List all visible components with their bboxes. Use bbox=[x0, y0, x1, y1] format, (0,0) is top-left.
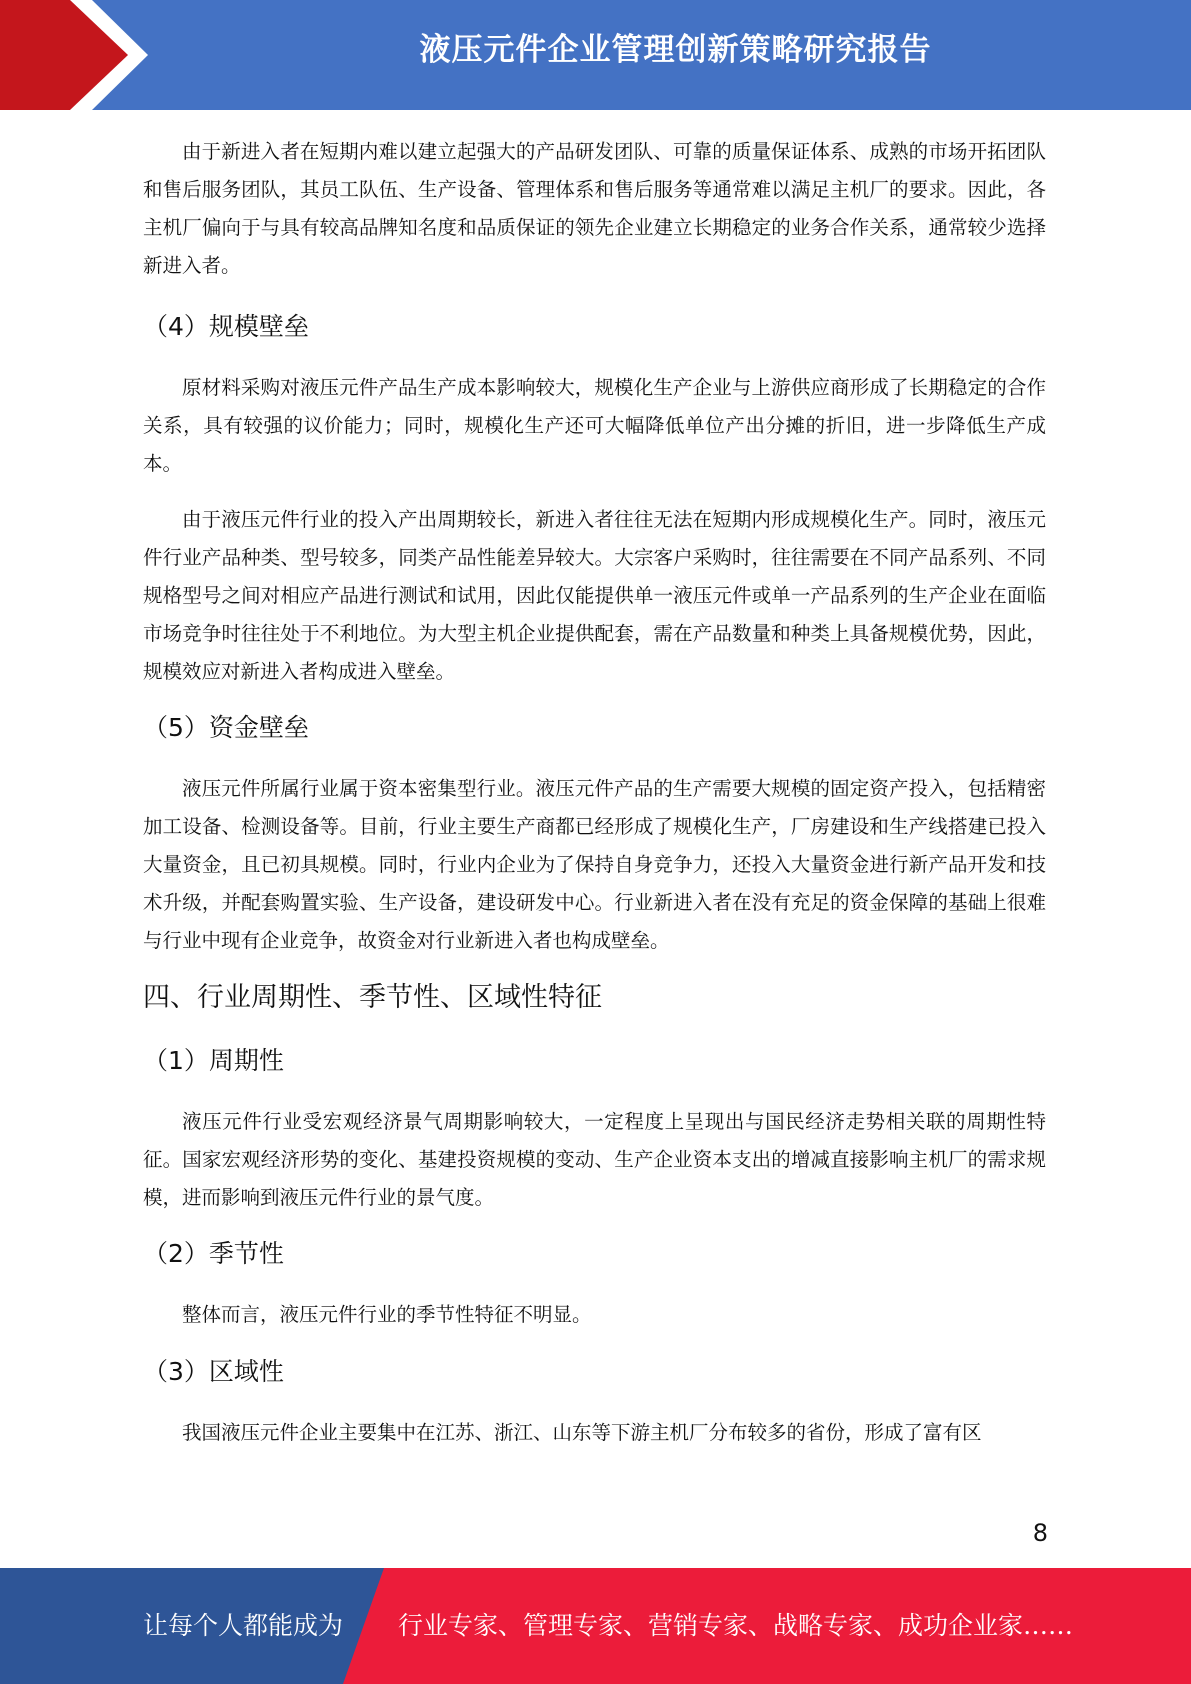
heading-seasonality: （2）季节性 bbox=[143, 1239, 284, 1268]
report-title: 液压元件企业管理创新策略研究报告 bbox=[419, 32, 932, 68]
header-arrow-decoration bbox=[0, 0, 160, 110]
paragraph: 由于新进入者在短期内难以建立起强大的产品研发团队、可靠的质量保证体系、成熟的市场开拓团队和售后服务团队，其员工队伍、生产设备、管理体系和售后服务等通常难以满足主机厂的要求。因此，各主机厂偏向于与具有较高品牌知名度和品质保证的领先企业建立长期稳定的业务合作关系，通常较少选择新进入者。 bbox=[143, 140, 1046, 277]
paragraph: 由于液压元件行业的投入产出周期较长，新进入者往往无法在短期内形成规模化生产。同时，液压元件行业产品种类、型号较多，同类产品性能差异较大。大宗客户采购时，往往需要在不同产品系列、不同规格型号之间对相应产品进行测试和试用，因此仅能提供单一液压元件或单一产品系列的生产企业在面临市场竞争时往往处于不利地位。为大型主机企业提供配套，需在产品数量和种类上具备规模优势，因此，规模效应对新进入者构成进入壁垒。 bbox=[143, 508, 1046, 683]
paragraph: 液压元件所属行业属于资本密集型行业。液压元件产品的生产需要大规模的固定资产投入，包括精密加工设备、检测设备等。目前，行业主要生产商都已经形成了规模化生产，厂房建设和生产线搭建已投入大量资金，且已初具规模。同时，行业内企业为了保持自身竞争力，还投入大量资金进行新产品开发和技术升级，并配套购置实验、生产设备，建设研发中心。行业新进入者在没有充足的资金保障的基础上很难与行业中现有企业竞争，故资金对行业新进入者也构成壁垒。 bbox=[143, 777, 1046, 952]
heading-scale-barrier: （4）规模壁垒 bbox=[143, 312, 309, 341]
heading-cyclicality: （1）周期性 bbox=[143, 1046, 284, 1075]
document-body bbox=[143, 133, 1046, 1452]
page-footer bbox=[0, 1568, 1191, 1684]
paragraph: 整体而言，液压元件行业的季节性特征不明显。 bbox=[182, 1303, 592, 1326]
paragraph: 原材料采购对液压元件产品生产成本影响较大，规模化生产企业与上游供应商形成了长期稳定的合作关系，具有较强的议价能力；同时，规模化生产还可大幅降低单位产出分摊的折旧，进一步降低生产成本。 bbox=[143, 376, 1046, 475]
heading-regionality: （3）区域性 bbox=[143, 1357, 284, 1386]
footer-slogan-left: 让每个人都能成为 bbox=[143, 1611, 344, 1640]
section-heading-cyclicality: 四、行业周期性、季节性、区域性特征 bbox=[143, 982, 602, 1013]
page-number: 8 bbox=[1032, 1519, 1048, 1547]
paragraph: 我国液压元件企业主要集中在江苏、浙江、山东等下游主机厂分布较多的省份，形成了富有区 bbox=[182, 1421, 982, 1444]
page-header bbox=[0, 0, 1191, 110]
heading-capital-barrier: （5）资金壁垒 bbox=[143, 713, 309, 742]
paragraph: 液压元件行业受宏观经济景气周期影响较大，一定程度上呈现出与国民经济走势相关联的周期性特征。国家宏观经济形势的变化、基建投资规模的变动、生产企业资本支出的增减直接影响主机厂的需求规模，进而影响到液压元件行业的景气度。 bbox=[143, 1110, 1046, 1209]
footer-slogan-right: 行业专家、管理专家、营销专家、战略专家、成功企业家…… bbox=[398, 1611, 1074, 1640]
